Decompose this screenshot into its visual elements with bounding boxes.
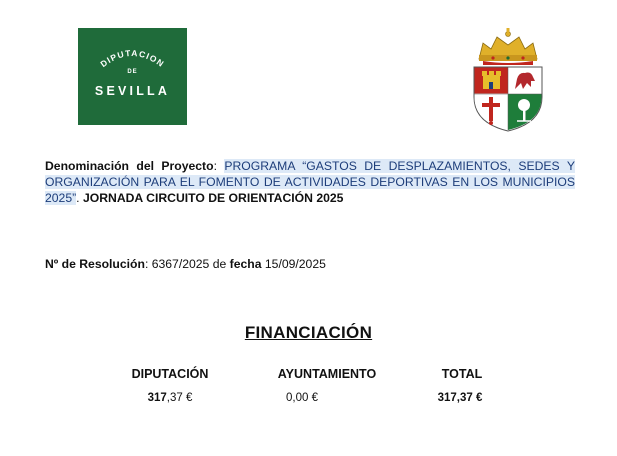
project-label: Denominación del Proyecto bbox=[45, 159, 214, 173]
logo-de-text: DE bbox=[127, 69, 138, 75]
project-program-name: PROGRAMA “GASTOS DE DESPLAZAMIENTOS, SEDES Y ORGANIZACIÓN PARA EL FOMENTO DE ACTIVIDADES DEPORTIVAS EN LOS MUNICIPIOS 2025” bbox=[45, 159, 575, 205]
header-total: TOTAL bbox=[441, 367, 483, 381]
header-ayuntamiento: AYUNTAMIENTO bbox=[277, 367, 377, 381]
coat-of-arms-icon bbox=[469, 25, 547, 135]
resolution-label: Nº de Resolución bbox=[45, 257, 145, 271]
value-diputacion-int: 317 bbox=[147, 392, 167, 404]
resolution-number: : 6367/2025 de bbox=[144, 257, 230, 271]
value-diputacion-dec: ,37 € bbox=[166, 392, 193, 404]
value-total: 317,37 € bbox=[437, 392, 483, 404]
header-diputacion: DIPUTACIÓN bbox=[131, 367, 209, 381]
project-separator: : bbox=[213, 159, 225, 173]
value-ayuntamiento: 0,00 € bbox=[286, 392, 318, 404]
diputacion-sevilla-logo bbox=[78, 28, 187, 125]
svg-text:DIPUTACION: DIPUTACION bbox=[98, 47, 167, 70]
project-denomination bbox=[45, 158, 575, 206]
resolution-line bbox=[45, 257, 326, 271]
resolution-fecha-label: fecha bbox=[229, 257, 262, 271]
financing-title: FINANCIACIÓN bbox=[244, 323, 373, 342]
resolution-date: 15/09/2025 bbox=[261, 257, 326, 271]
project-jornada: JORNADA CIRCUITO DE ORIENTACIÓN 2025 bbox=[82, 191, 344, 205]
project-dot: . bbox=[76, 191, 83, 205]
logo-sevilla-text: SEVILLA bbox=[94, 84, 171, 98]
value-diputacion bbox=[120, 392, 220, 404]
